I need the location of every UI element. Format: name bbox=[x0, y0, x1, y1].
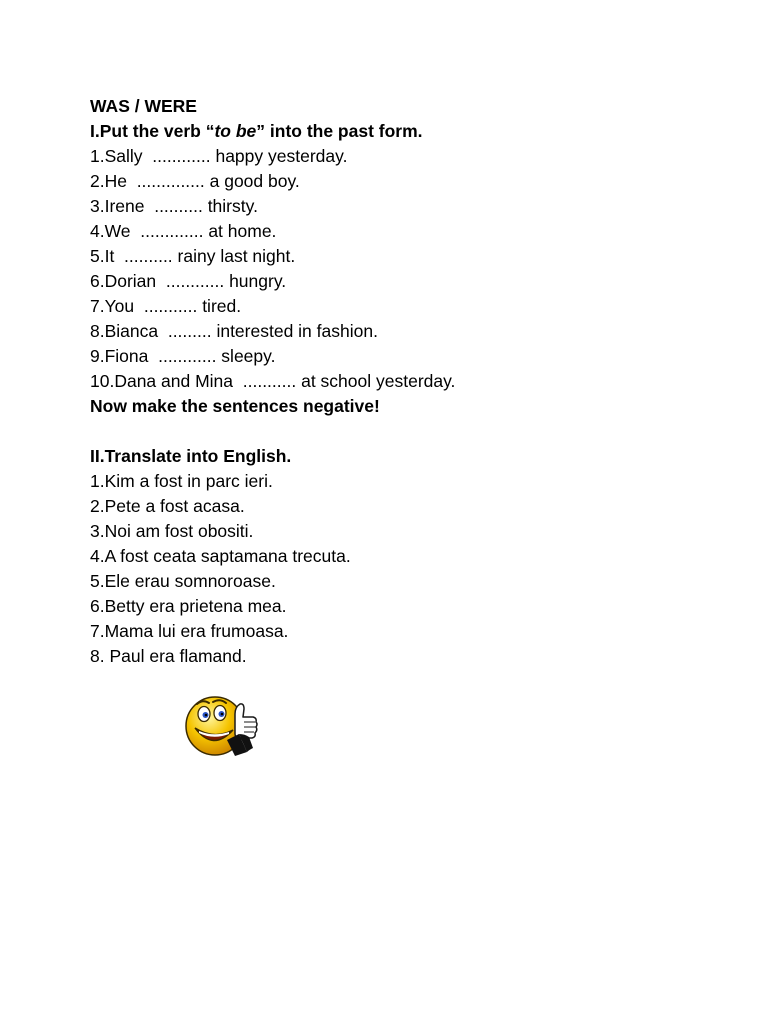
exercise-2-item: 3.Noi am fost obositi. bbox=[90, 521, 254, 541]
exercise-1-item: 7.You ........... tired. bbox=[90, 296, 242, 316]
worksheet bbox=[90, 94, 730, 669]
exercise-2-item: 5.Ele erau somnoroase. bbox=[90, 571, 276, 591]
exercise-1-item: 4.We ............. at home. bbox=[90, 221, 277, 241]
exercise-1-item: 3.Irene .......... thirsty. bbox=[90, 196, 258, 216]
exercise-2-heading: II.Translate into English. bbox=[90, 446, 292, 466]
exercise-2-item: 1.Kim a fost in parc ieri. bbox=[90, 471, 273, 491]
thumbs-up-hand bbox=[235, 704, 257, 738]
exercise-2-item: 2.Pete a fost acasa. bbox=[90, 496, 245, 516]
exercise-1-heading bbox=[90, 119, 730, 144]
exercise-1-heading-emphasis: to be bbox=[214, 121, 257, 141]
exercise-1-heading-end: ” into the past form. bbox=[256, 121, 423, 141]
smiley-thumbs-up-icon bbox=[183, 690, 263, 762]
exercise-2-item: 8. Paul era flamand. bbox=[90, 646, 247, 666]
exercise-1-footer: Now make the sentences negative! bbox=[90, 396, 380, 416]
exercise-1-item: 1.Sally ............ happy yesterday. bbox=[90, 146, 348, 166]
exercise-2-item: 7.Mama lui era frumoasa. bbox=[90, 621, 289, 641]
section-gap bbox=[90, 419, 730, 444]
exercise-1-item: 10.Dana and Mina ........... at school yesterday. bbox=[90, 371, 456, 391]
exercise-1-item: 9.Fiona ............ sleepy. bbox=[90, 346, 276, 366]
exercise-1-heading-start: I.Put the verb “ bbox=[90, 121, 215, 141]
exercise-2-item: 4.A fost ceata saptamana trecuta. bbox=[90, 546, 351, 566]
exercise-1-item: 5.It .......... rainy last night. bbox=[90, 246, 296, 266]
exercise-1-item: 2.He .............. a good boy. bbox=[90, 171, 300, 191]
exercise-1-item: 8.Bianca ......... interested in fashion. bbox=[90, 321, 378, 341]
worksheet-title: WAS / WERE bbox=[90, 96, 197, 116]
exercise-1-item: 6.Dorian ............ hungry. bbox=[90, 271, 287, 291]
exercise-2-item: 6.Betty era prietena mea. bbox=[90, 596, 287, 616]
